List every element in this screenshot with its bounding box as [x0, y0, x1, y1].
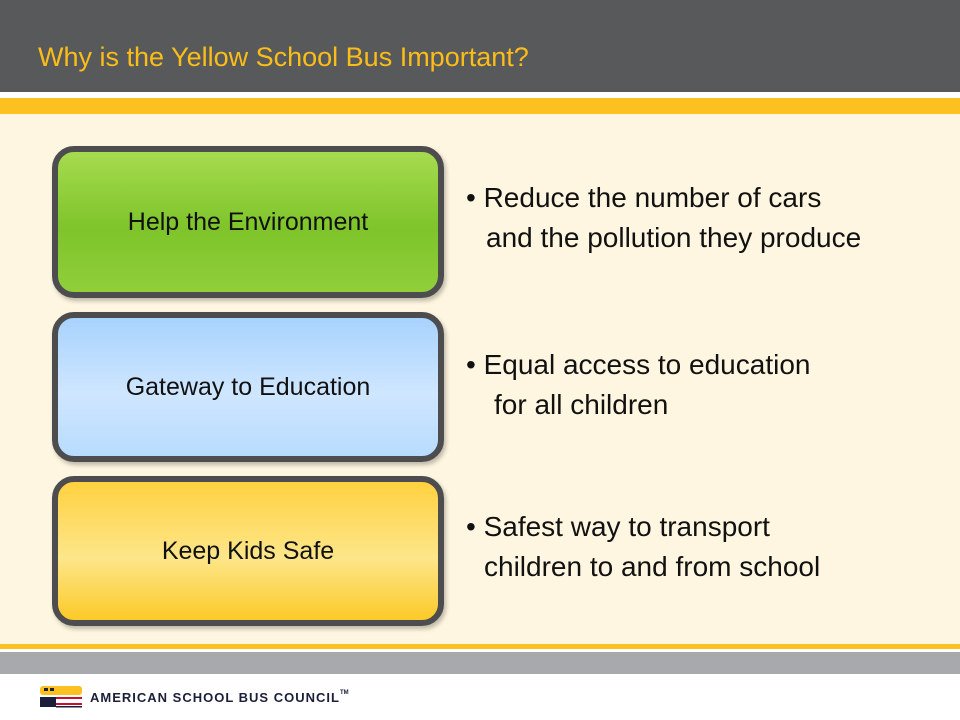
gateway-education-box [52, 312, 444, 462]
education-bullet-line1: • Equal access to education [466, 349, 811, 380]
environment-bullet-line1: • Reduce the number of cars [466, 182, 822, 213]
footer-grey-bar [0, 652, 960, 674]
slide-title: Why is the Yellow School Bus Important? [38, 42, 529, 72]
keep-kids-safe-box [52, 476, 444, 626]
help-environment-label: Help the Environment [127, 207, 369, 236]
environment-bullet [466, 178, 861, 258]
trademark-mark: TM [339, 689, 349, 696]
asbc-logo-text: AMERICAN SCHOOL BUS COUNCIL™ [90, 689, 349, 705]
safety-bullet-line2: children to and from school [484, 551, 821, 582]
education-bullet [466, 345, 810, 425]
header-gold-bar [0, 98, 960, 114]
footer-gold-line [0, 644, 960, 649]
gateway-education-label: Gateway to Education [125, 372, 371, 401]
asbc-logo [38, 684, 349, 710]
safety-bullet-line1: • Safest way to transport [466, 511, 770, 542]
keep-kids-safe-label: Keep Kids Safe [161, 536, 335, 565]
environment-bullet-line2: and the pollution they produce [486, 222, 862, 253]
school-bus-flag-icon [38, 684, 84, 710]
education-bullet-line2: for all children [494, 389, 669, 420]
help-environment-box [52, 146, 444, 298]
safety-bullet [466, 507, 820, 587]
